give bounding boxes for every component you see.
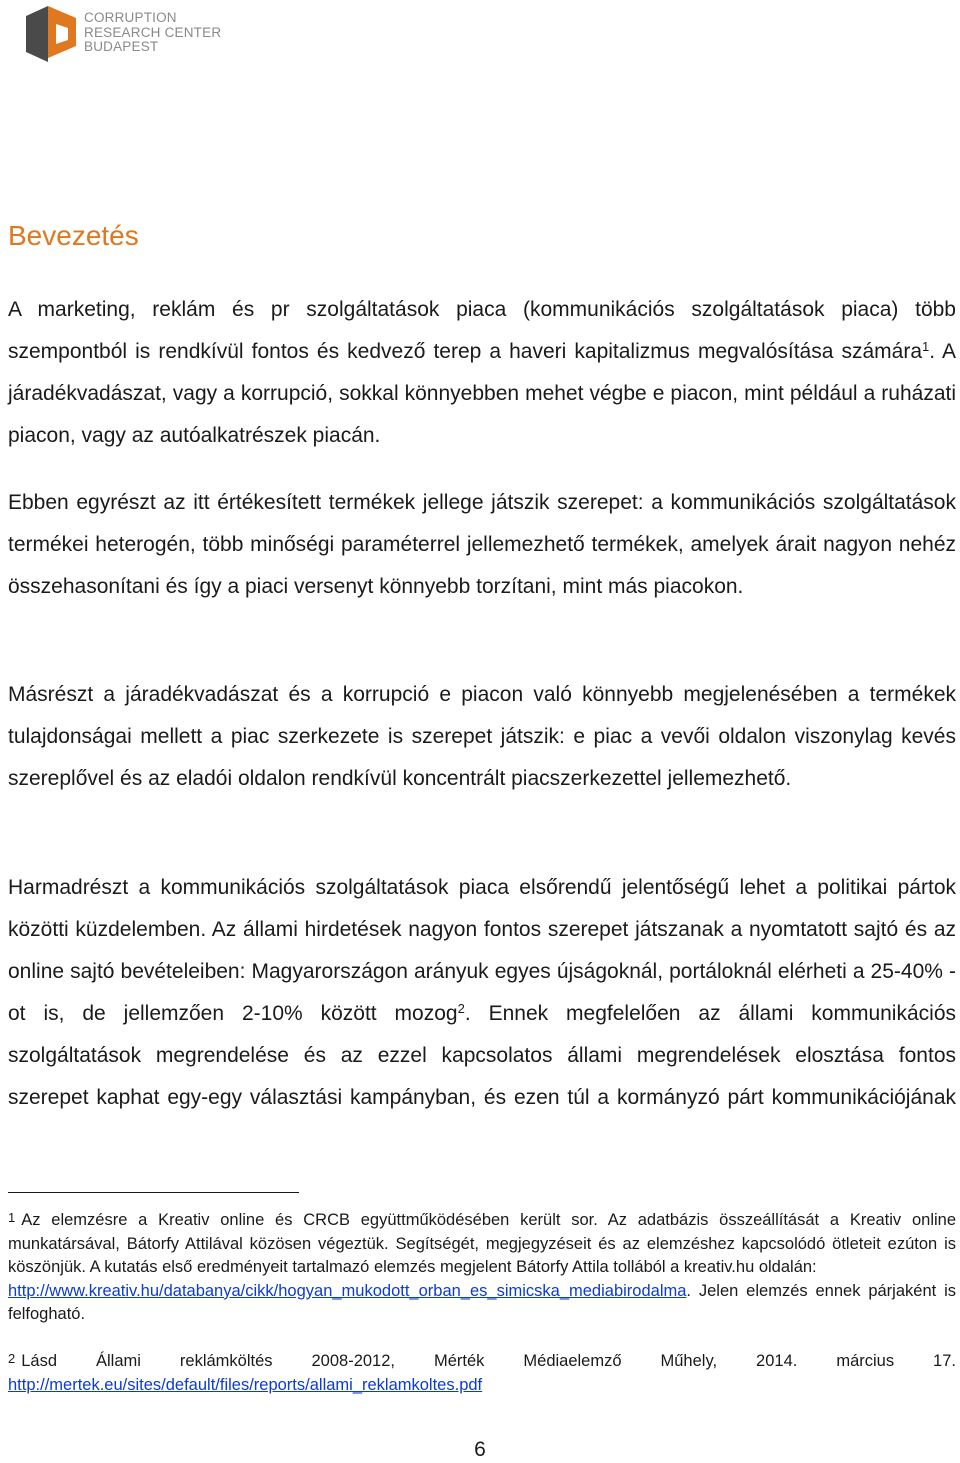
footnote-1-text-end: . Jelen elemzés ennek párjaként is felfogható. [8,1281,956,1323]
paragraph-4 [8,867,956,1119]
section-title: Bevezetés [8,220,139,251]
paragraph-4-text-b: . Ennek megfelelően az állami kommunikációs szolgáltatások megrendelése és az ezzel kapcsolatos állami megrendelések elosztása fontos szerepet kaphat egy-egy választási kampányban, és ezen túl a kormányzó párt kommunikációjának [8,1002,956,1109]
logo-line-1: CORRUPTION [84,10,177,25]
footnote-2-number: 2 [8,1351,16,1366]
footnote-1-text: Az elemzésre a Kreativ online és CRCB együttműködésében került sor. Az adatbázis összeállítását a Kreativ online munkatársával, Bátorfy Attilával közösen végeztük. Segítségét, megjegyzéseit és az elemzéshez kapcsolódó ötleteit ezúton is köszönjük. A kutatás első eredményeit tartalmazó elemzés megjelent Bátorfy Attila tollából a kreativ.hu oldalán: [8,1211,956,1276]
crcb-logo [26,6,221,62]
footnote-ref-1[interactable]: 1 [922,339,930,354]
paragraph-2: Ebben egyrészt az itt értékesített termékek jellege játszik szerepet: a kommunikációs szolgáltatások termékei heterogén, több minőségi paraméterrel jellemezhető termékek, amelyek árait nagyon nehéz összehasonítani és így a piaci versenyt könnyebb torzítani, mint más piacokon. [8,491,956,598]
page-number: 6 [474,1438,486,1461]
paragraph-3: Másrészt a járadékvadászat és a korrupció e piacon való könnyebb megjelenésében a termékek tulajdonságai mellett a piac szerkezete is szerepet játszik: e piac a vevői oldalon viszonylag kevés szereplővel és az eladói oldalon rendkívül koncentrált piacszerkezettel jellemezhető. [8,683,956,790]
logo-line-2: RESEARCH CENTER [84,24,222,40]
footnote-2-link[interactable]: http://mertek.eu/sites/default/files/reports/allami_reklamkoltes.pdf [8,1375,483,1394]
footnote-1-number: 1 [8,1210,16,1225]
paragraph-1-text-b: . A járadékvadászat, vagy a korrupció, sokkal könnyebben mehet végbe e piacon, mint például a ruházati piacon, vagy az autóalkatrészek piacán. [8,340,956,447]
footnote-1 [8,1206,956,1327]
paragraph-1 [8,289,956,457]
footnote-2 [8,1347,956,1397]
crcb-logo-mark-icon [26,6,76,62]
footnote-2-text: Lásd Állami reklámköltés 2008-2012, Mérték Médiaelemző Műhely, 2014. március 17. [21,1352,956,1370]
footnote-1-link[interactable]: http://www.kreativ.hu/databanya/cikk/hogyan_mukodott_orban_es_simicska_mediabirodalma [8,1281,687,1300]
footnote-separator [8,1192,299,1193]
paragraph-1-text-a: A marketing, reklám és pr szolgáltatások piaca (kommunikációs szolgáltatások piaca) több szempontból is rendkívül fontos és kedvező terep a haveri kapitalizmus megvalósítása számára [8,298,956,363]
footnote-ref-2[interactable]: 2 [457,1001,465,1016]
logo-line-3: BUDAPEST [84,39,159,54]
logo-wordmark [84,11,221,55]
paragraph-4-text-a: Harmadrészt a kommunikációs szolgáltatások piaca elsőrendű jelentőségű lehet a politikai pártok közötti küzdelemben. Az állami hirdetések nagyon fontos szerepet játszanak a nyomtatott sajtó és az online sajtó bevételeiben: Magyarországon arányuk egyes újságoknál, portáloknál elérheti a 25-40% -ot is, de jellemzően 2-10% között mozog [8,876,956,1025]
